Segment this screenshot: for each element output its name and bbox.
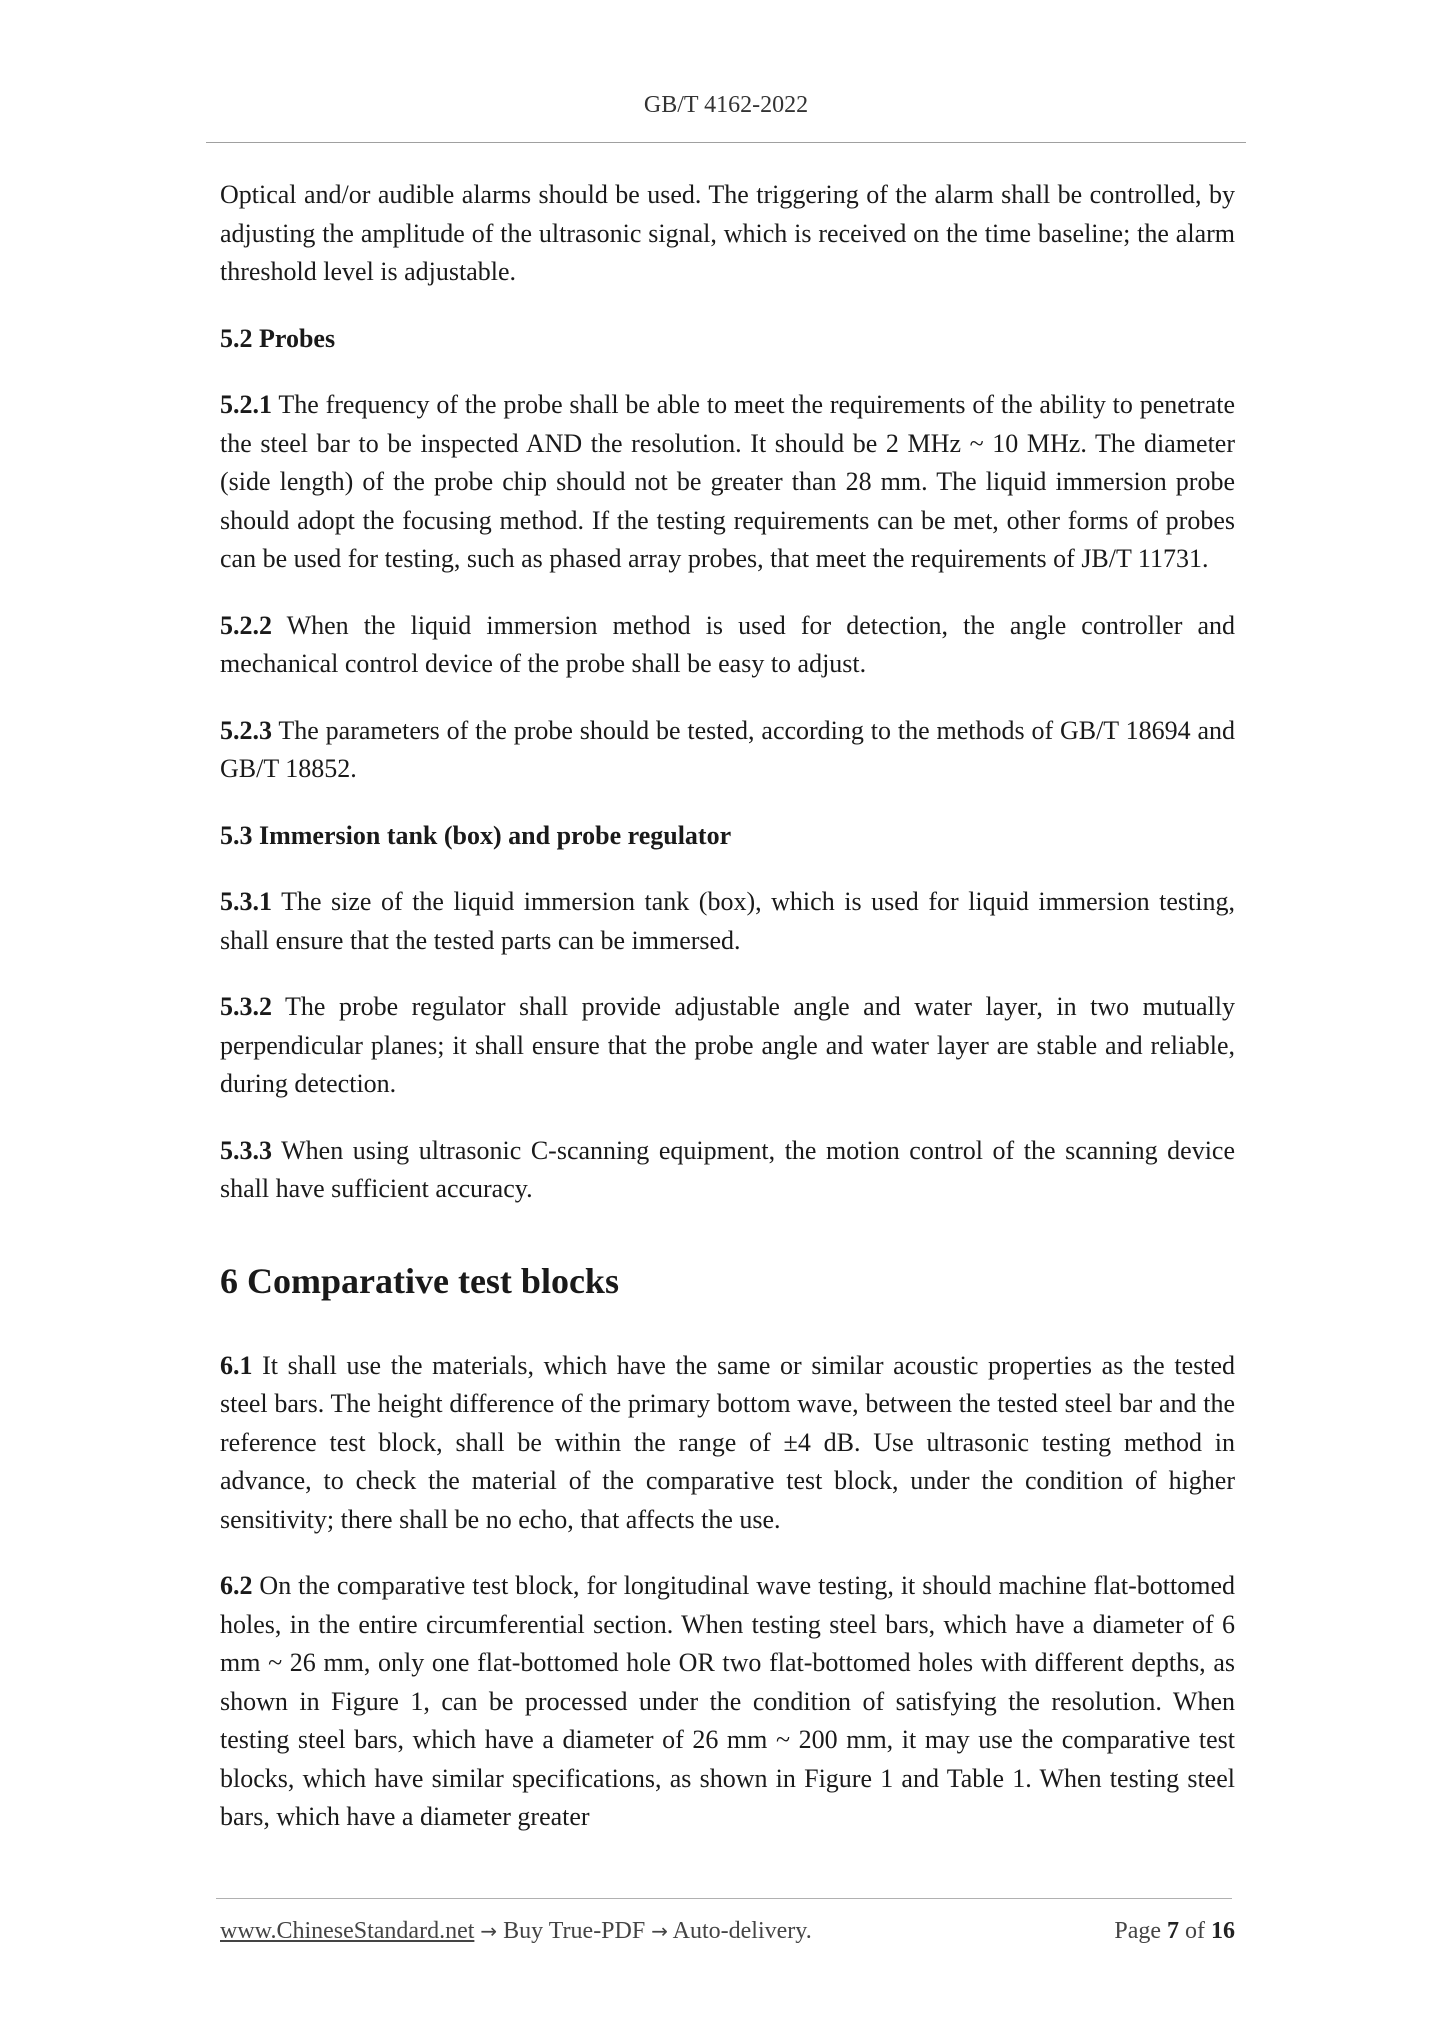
clause-number: 5.3.1 bbox=[220, 887, 272, 916]
clause-number: 5.3.3 bbox=[220, 1135, 272, 1165]
section-6-heading: 6 Comparative test blocks bbox=[220, 1260, 619, 1301]
clause-5-3-1 bbox=[220, 883, 1235, 960]
clause-number: 5.2.1 bbox=[220, 390, 272, 419]
buy-text: Buy True-PDF bbox=[497, 1918, 652, 1944]
clause-text: It shall use the materials, which have the same or similar acoustic properties as the tested steel bars. The height difference of the primary bottom wave, between the tested steel bar and the reference test block, shall be within the range of ±4 dB. Use ultrasonic testing method in advance, to check the material of the comparative test block, under the condition of higher sensitivity; there shall be no echo, that affects the use. bbox=[220, 1350, 1235, 1534]
clause-text: The size of the liquid immersion tank (box), which is used for liquid immersion testing, shall ensure that the tested parts can be immersed. bbox=[220, 887, 1235, 955]
section-5-3-heading: 5.3 Immersion tank (box) and probe regulator bbox=[220, 820, 732, 850]
clause-6-1 bbox=[220, 1347, 1235, 1540]
page-content bbox=[220, 176, 1235, 1837]
clause-number: 5.3.2 bbox=[220, 992, 272, 1021]
clause-5-3-2 bbox=[220, 988, 1235, 1104]
page-total: 16 bbox=[1211, 1918, 1235, 1944]
clause-6-2 bbox=[220, 1567, 1235, 1837]
clause-text: The probe regulator shall provide adjustable angle and water layer, in two mutually perpendicular planes; it shall ensure that the probe angle and water layer are stable and reliable, during detection. bbox=[220, 992, 1235, 1098]
clause-number: 6.2 bbox=[220, 1571, 253, 1600]
page-footer bbox=[220, 1918, 1235, 1945]
clause-text: On the comparative test block, for longitudinal wave testing, it should machine flat-bottomed holes, in the entire circumferential section. When testing steel bars, which have a diameter of 6 mm ~ 26 mm, only one flat-bottomed hole OR two flat-bottomed holes with different depths, as shown in Figure 1, can be processed under the condition of satisfying the resolution. When testing steel bars, which have a diameter of 26 mm ~ 200 mm, it may use the comparative test blocks, which have similar specifications, as shown in Figure 1 and Table 1. When testing steel bars, which have a diameter greater bbox=[220, 1571, 1235, 1831]
clause-text: When using ultrasonic C-scanning equipment, the motion control of the scanning device shall have sufficient accuracy. bbox=[220, 1135, 1235, 1203]
clause-5-2-3 bbox=[220, 712, 1235, 789]
clause-number: 5.2.2 bbox=[220, 610, 272, 640]
clause-number: 5.2.3 bbox=[220, 715, 272, 745]
footer-divider bbox=[216, 1898, 1232, 1899]
clause-number: 6.1 bbox=[220, 1350, 253, 1380]
header-divider bbox=[206, 142, 1246, 143]
clause-text: When the liquid immersion method is used for detection, the angle controller and mechanical control device of the probe shall be easy to adjust. bbox=[220, 610, 1235, 678]
running-header: GB/T 4162-2022 bbox=[643, 92, 809, 118]
page-number: 7 bbox=[1167, 1918, 1179, 1944]
arrow-right-icon: → bbox=[480, 1919, 498, 1943]
arrow-right-icon: → bbox=[651, 1919, 668, 1943]
delivery-text: Auto-delivery. bbox=[667, 1918, 812, 1944]
clause-5-2-1 bbox=[220, 386, 1235, 579]
page-word: Page bbox=[1114, 1918, 1161, 1944]
page-indicator bbox=[1114, 1918, 1235, 1945]
of-word: of bbox=[1185, 1918, 1205, 1944]
website-link[interactable]: www.ChineseStandard.net bbox=[220, 1918, 475, 1944]
clause-text: The frequency of the probe shall be able to meet the requirements of the ability to penetrate the steel bar to be inspected AND the resolution. It should be 2 MHz ~ 10 MHz. The diameter (side length) of the probe chip should not be greater than 28 mm. The liquid immersion probe should adopt the focusing method. If the testing requirements can be met, other forms of probes can be used for testing, such as phased array probes, that meet the requirements of JB/T 11731. bbox=[220, 390, 1235, 573]
clause-text: The parameters of the probe should be tested, according to the methods of GB/T 18694 and GB/T 18852. bbox=[220, 715, 1235, 783]
section-5-2-heading: 5.2 Probes bbox=[220, 323, 336, 353]
clause-5-2-2 bbox=[220, 607, 1235, 684]
alarm-paragraph: Optical and/or audible alarms should be used. The triggering of the alarm shall be controlled, by adjusting the amplitude of the ultrasonic signal, which is received on the time baseline; the alarm threshold level is adjustable. bbox=[220, 180, 1235, 286]
clause-5-3-3 bbox=[220, 1132, 1235, 1209]
